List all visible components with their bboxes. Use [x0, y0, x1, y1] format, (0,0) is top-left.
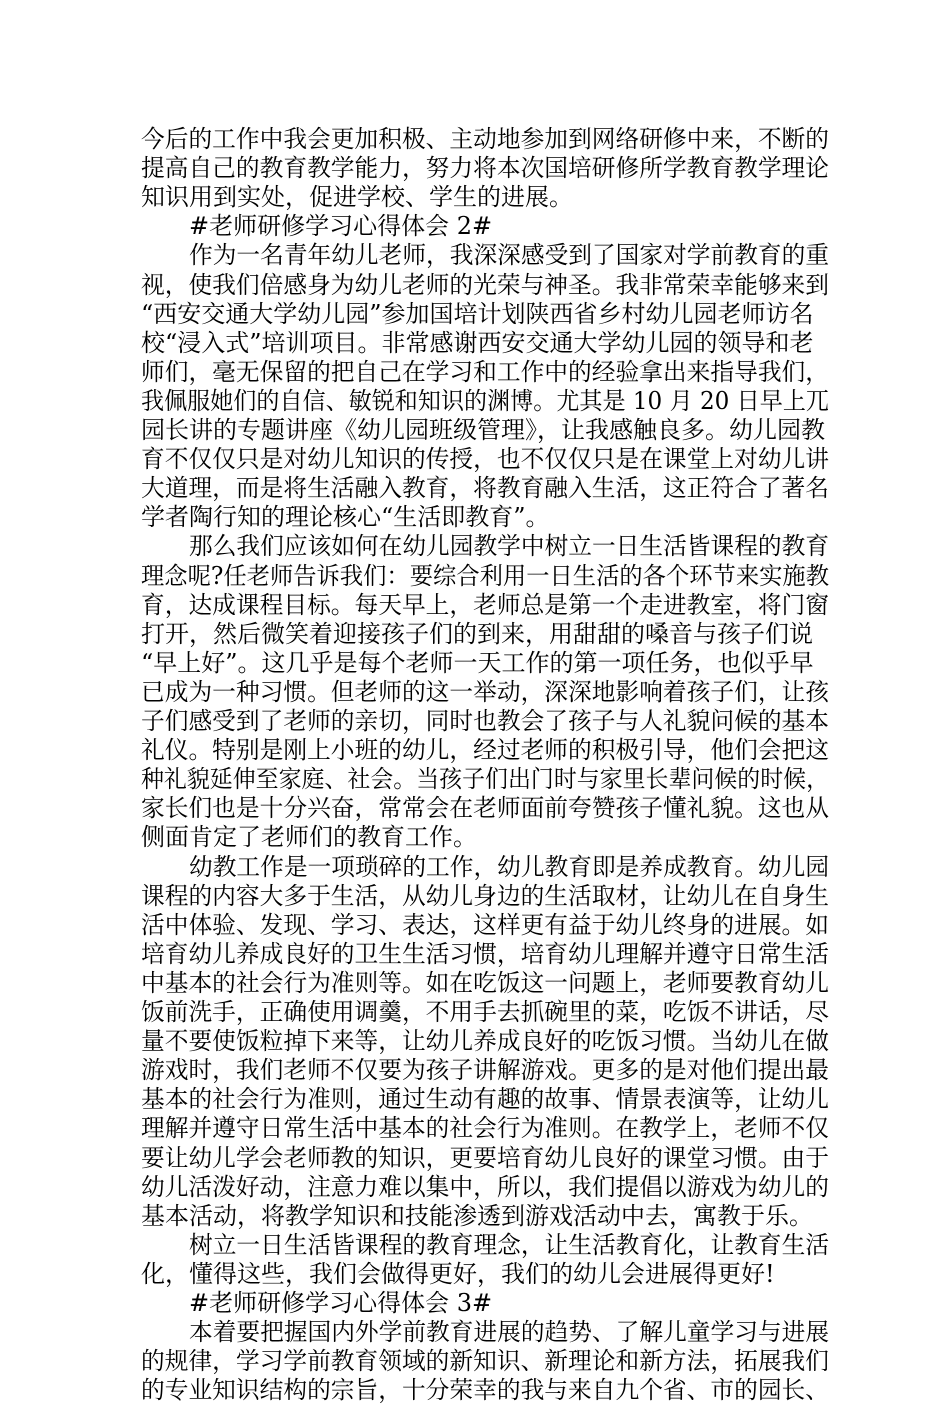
text-line: 幼教工作是一项琐碎的工作，幼儿教育即是养成教育。幼儿园: [189, 852, 830, 881]
text-line: 的专业知识结构的宗旨，十分荣幸的我与来自九个省、市的园长、: [141, 1376, 829, 1405]
text-line: 我佩服她们的自信、敏锐和知识的渊博。尤其是 10 月 20 日早上兀: [141, 386, 829, 415]
text-line: 礼仪。特别是刚上小班的幼儿，经过老师的积极引导，他们会把这: [141, 736, 829, 765]
text-line: #老师研修学习心得体会 3#: [189, 1289, 493, 1317]
text-line: 的规律，学习学前教育领域的新知识、新理论和新方法，拓展我们: [141, 1347, 829, 1376]
text-line: 园长讲的专题讲座《幼儿园班级管理》，让我感触良多。幼儿园教: [141, 416, 825, 444]
text-line: 饭前洗手，正确使用调羹，不用手去抓碗里的菜，吃饭不讲话，尽: [141, 998, 829, 1026]
text-line: 大道理，而是将生活融入教育，将教育融入生活，这正符合了著名: [141, 474, 829, 503]
text-line: 基本活动，将教学知识和技能渗透到游戏活动中去，寓教于乐。: [141, 1201, 813, 1230]
text-line: 视，使我们倍感身为幼儿老师的光荣与神圣。我非常荣幸能够来到: [141, 270, 829, 299]
text-line: 理念呢?任老师告诉我们：要综合利用一日生活的各个环节来实施教: [141, 561, 830, 590]
text-line: 中基本的社会行为准则等。如在吃饭这一问题上，老师要教育幼儿: [141, 968, 829, 997]
text-line: 课程的内容大多于生活，从幼儿身边的生活取材，让幼儿在自身生: [141, 881, 829, 910]
text-line: 育，达成课程目标。每天早上，老师总是第一个走进教室，将门窗: [141, 590, 829, 619]
text-line: #老师研修学习心得体会 2#: [189, 212, 493, 241]
text-line: 活中体验、发现、学习、表达，这样更有益于幼儿终身的进展。如: [141, 910, 829, 939]
text-line: 树立一日生活皆课程的教育理念，让生活教育化，让教育生活: [189, 1230, 830, 1259]
text-line: 育不仅仅只是对幼儿知识的传授，也不仅仅只是在课堂上对幼儿讲: [141, 445, 829, 474]
text-line: 理解并遵守日常生活中基本的社会行为准则。在教学上，老师不仅: [141, 1114, 829, 1143]
text-line: 侧面肯定了老师们的教育工作。: [141, 823, 477, 852]
text-line: 基本的社会行为准则，通过生动有趣的故事、情景表演等，让幼儿: [141, 1085, 829, 1114]
text-line: “早上好”。这几乎是每个老师一天工作的第一项任务，也似乎早: [141, 648, 814, 677]
text-line: 幼儿活泼好动，注意力难以集中，所以，我们提倡以游戏为幼儿的: [141, 1172, 829, 1201]
text-line: 作为一名青年幼儿老师，我深深感受到了国家对学前教育的重: [189, 241, 830, 270]
text-line: 量不要使饭粒掉下来等，让幼儿养成良好的吃饭习惯。当幼儿在做: [141, 1027, 829, 1056]
text-line: 校“浸入式”培训项目。非常感谢西安交通大学幼儿园的领导和老: [141, 328, 814, 357]
text-line: 学者陶行知的理论核心“生活即教育”。: [141, 503, 550, 532]
text-line: 种礼貌延伸至家庭、社会。当孩子们出门时与家里长辈问候的时候，: [141, 765, 830, 794]
text-line: 师们，毫无保留的把自己在学习和工作中的经验拿出来指导我们，: [141, 357, 829, 386]
text-line: 培育幼儿养成良好的卫生生活习惯，培育幼儿理解并遵守日常生活: [141, 939, 829, 968]
text-line: 化，懂得这些，我们会做得更好，我们的幼儿会进展得更好!: [141, 1259, 775, 1288]
text-line: 家长们也是十分兴奋，常常会在老师面前夸赞孩子懂礼貌。这也从: [141, 794, 829, 823]
text-line: “西安交通大学幼儿园”参加国培计划陕西省乡村幼儿园老师访名: [141, 299, 814, 328]
text-line: 打开，然后微笑着迎接孩子们的到来，用甜甜的嗓音与孩子们说: [141, 619, 813, 648]
text-line: 本着要把握国内外学前教育进展的趋势、了解儿童学习与进展: [189, 1318, 830, 1347]
text-line: 今后的工作中我会更加积极、主动地参加到网络研修中来，不断的: [141, 125, 829, 153]
text-line: 要让幼儿学会老师教的知识，更要培育幼儿良好的课堂习惯。由于: [141, 1143, 829, 1172]
text-line: 知识用到实处，促进学校、学生的进展。: [141, 183, 573, 212]
text-line: 提高自己的教育教学能力，努力将本次国培研修所学教育教学理论: [141, 154, 829, 183]
text-line: 子们感受到了老师的亲切，同时也教会了孩子与人礼貌问候的基本: [141, 707, 829, 735]
text-line: 已成为一种习惯。但老师的这一举动，深深地影响着孩子们，让孩: [141, 677, 829, 706]
text-line: 游戏时，我们老师不仅要为孩子讲解游戏。更多的是对他们提出最: [141, 1056, 829, 1085]
text-line: 那么我们应该如何在幼儿园教学中树立一日生活皆课程的教育: [189, 532, 830, 561]
